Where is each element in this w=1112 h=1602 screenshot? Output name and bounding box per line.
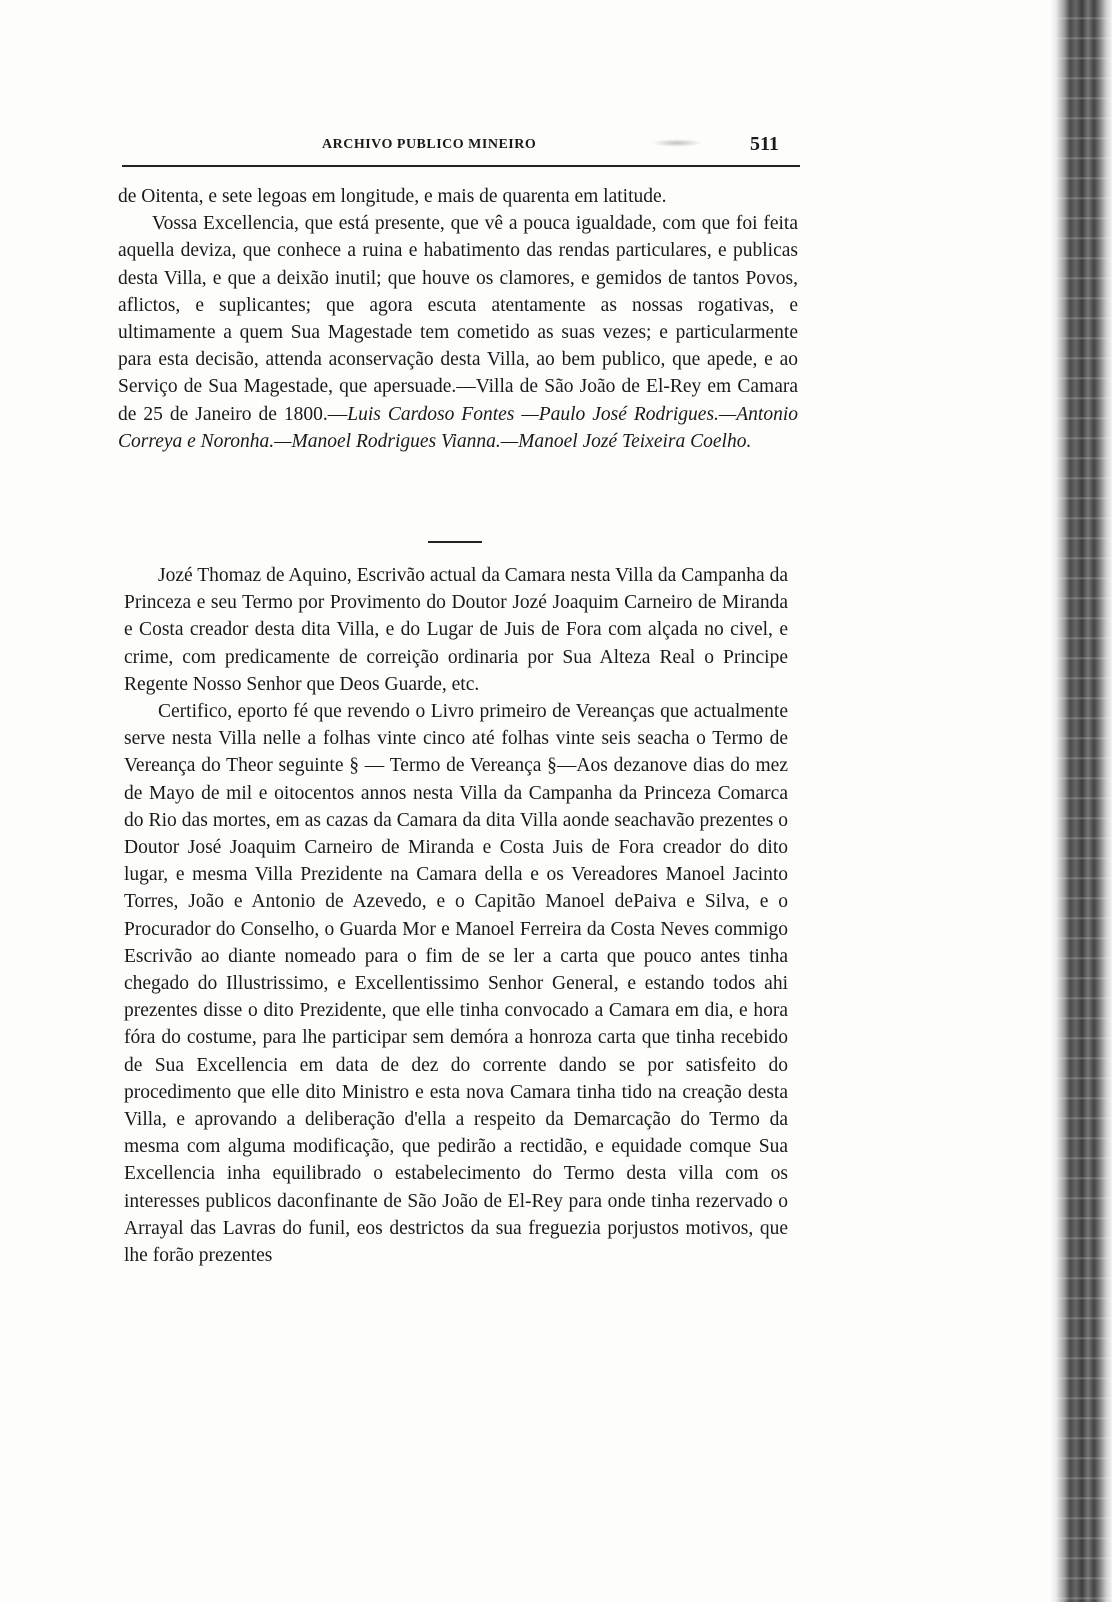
- paragraph-scribe-intro: Jozé Thomaz de Aquino, Escrivão actual da Camara nesta Villa da Campanha da Princeza e seu Termo por Provimento do Doutor Jozé Joaquim Carneiro de Miranda e Costa creador desta dita Villa, e do Lugar de Juis de Fora com alçada no civel, e crime, com predicamente de correição ordinaria por Sua Alteza Real o Principe Regente Nosso Senhor que Deos Guarde, etc.: [124, 565, 788, 695]
- paragraph-certification: Certifico, eporto fé que revendo o Livro primeiro de Vereanças que actualmente serve nesta Villa nelle a folhas vinte cinco até folhas vinte seis seacha o Termo de Vereança do Theor seguinte § — Termo de Vereança §—Aos dezanove dias do mez de Mayo de mil e oitocentos annos nesta Villa da Campanha da Princeza Comarca do Rio das mortes, em as cazas da Camara da dita Villa aonde seachavão prezentes o Doutor José Joaquim Carneiro de Miranda e Costa Juis de Fora creador do dito lugar, e mesma Villa Prezidente na Camara della e os Vereadores Manoel Jacinto Torres, João e Antonio de Azevedo, e o Capitão Manoel dePaiva e Silva, e o Procurador do Conselho, o Guarda Mor e Manoel Ferreira da Costa Neves commigo Escrivão ao diante nomeado para o fim de se ler a carta que pouco antes tinha chegado do Illustrissimo, e Excellentissimo Senhor General, e estando todos ahi prezentes disse o dito Prezidente, que elle tinha convocado a Camara em dia, e hora fóra do costume, para lhe participar sem demóra a honroza carta que tinha recebido de Sua Excellencia em data de dez do corrente dando se por satisfeito do procedimento que elle dito Ministro e esta nova Camara tinha tido na creação desta Villa, e aprovando a deliberação d'ella a respeito da Demarcação do Termo da mesma com alguma modificação, que pedirão a rectidão, e equidade comque Sua Excellencia inha equilibrado o estabelecimento do Termo desta villa com os interesses publicos daconfinante de São João de El-Rey para onde tinha rezervado o Arrayal das Lavras do funil, eos destrictos da sua freguezia porjustos motivos, que lhe forão prezentes: [124, 701, 788, 1267]
- book-binding-edge: [1050, 0, 1112, 1602]
- paragraph-continuation: de Oitenta, e sete legoas em longitude, e mais de quarenta em latitude.: [118, 186, 667, 207]
- certificate-text: [124, 562, 788, 1269]
- page-number: 511: [750, 133, 779, 155]
- letter-conclusion: [118, 183, 798, 455]
- paragraph-petition: [118, 210, 798, 455]
- running-head: [122, 133, 822, 159]
- ink-smudge: [652, 139, 702, 147]
- section-divider: [428, 541, 482, 543]
- petition-text: Vossa Excellencia, que está presente, que vê a pouca igualdade, com que foi feita aquella deviza, que conhece a ruina e habatimento das rendas particulares, e publicas desta Villa, e que a deixão inutil; que houve os clamores, e gemidos de tantos Povos, aflictos, e suplicantes; que agora escuta atentamente as nossas rogativas, e ultimamente a quem Sua Magestade tem cometido as suas vezes; e particularmente para esta decisão, attenda aconservação desta Villa, ao bem publico, que apede, e ao Serviço de Sua Magestade, que apersuade.—Villa de São João de El-Rey em Camara de 25 de Janeiro de 1800.—: [118, 213, 798, 425]
- header-rule: [122, 165, 800, 167]
- running-head-title: ARCHIVO PUBLICO MINEIRO: [322, 137, 537, 152]
- signatures: Luis Cardoso Fontes —Paulo José Rodrigues.—Antonio Correya e Noronha.—Manoel Rodrigues Vianna.—Manoel Jozé Teixeira Coelho.: [118, 403, 799, 452]
